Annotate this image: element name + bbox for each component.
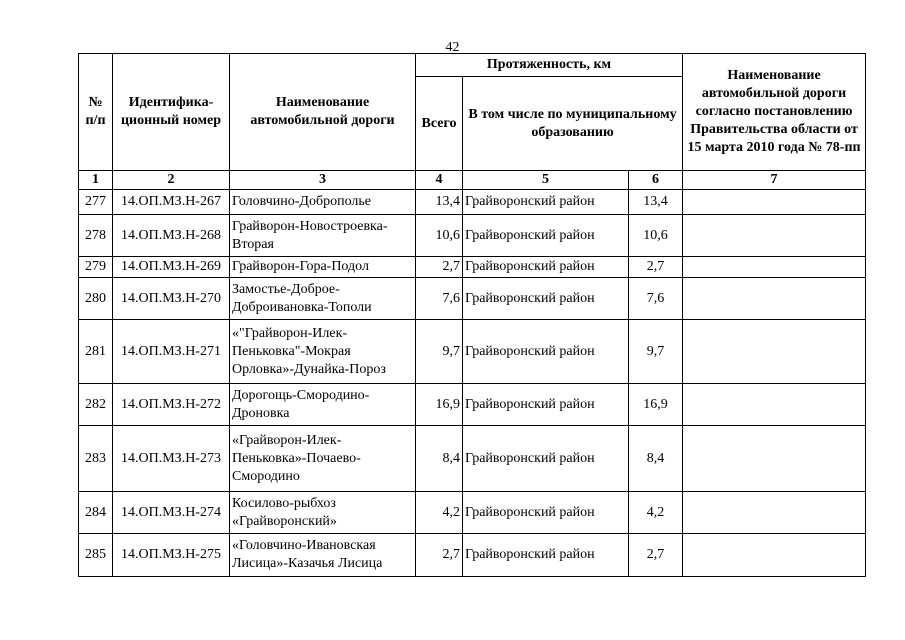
road-name: «Головчино-Ивановская Лисица»-Казачья Лисица <box>230 534 416 577</box>
row-number: 281 <box>79 320 113 384</box>
length-muni: 13,4 <box>629 190 683 215</box>
length-total: 10,6 <box>416 215 463 257</box>
length-muni: 2,7 <box>629 534 683 577</box>
row-number: 282 <box>79 384 113 426</box>
length-muni: 9,7 <box>629 320 683 384</box>
row-number: 283 <box>79 426 113 492</box>
length-total: 13,4 <box>416 190 463 215</box>
district: Грайворонский район <box>463 426 629 492</box>
column-number: 6 <box>629 171 683 190</box>
road-id: 14.ОП.МЗ.Н-269 <box>113 257 230 278</box>
header-incl-muni: В том числе по муниципальному образованию <box>463 77 683 171</box>
resolution-name <box>683 190 866 215</box>
length-muni: 7,6 <box>629 278 683 320</box>
length-total: 9,7 <box>416 320 463 384</box>
district: Грайворонский район <box>463 278 629 320</box>
table-row <box>79 257 866 278</box>
column-number: 4 <box>416 171 463 190</box>
length-total: 16,9 <box>416 384 463 426</box>
length-total: 7,6 <box>416 278 463 320</box>
length-total: 8,4 <box>416 426 463 492</box>
table-row <box>79 215 866 257</box>
row-number: 284 <box>79 492 113 534</box>
column-number: 1 <box>79 171 113 190</box>
length-muni: 8,4 <box>629 426 683 492</box>
table-row <box>79 426 866 492</box>
district: Грайворонский район <box>463 492 629 534</box>
road-id: 14.ОП.МЗ.Н-271 <box>113 320 230 384</box>
length-total: 2,7 <box>416 257 463 278</box>
resolution-name <box>683 534 866 577</box>
road-id: 14.ОП.МЗ.Н-270 <box>113 278 230 320</box>
table-row <box>79 190 866 215</box>
resolution-name <box>683 278 866 320</box>
page-number: 42 <box>445 40 460 55</box>
column-number: 7 <box>683 171 866 190</box>
road-name: Замостье-Доброе-Доброивановка-Тополи <box>230 278 416 320</box>
column-number: 2 <box>113 171 230 190</box>
table-row <box>79 278 866 320</box>
resolution-name <box>683 215 866 257</box>
road-id: 14.ОП.МЗ.Н-274 <box>113 492 230 534</box>
resolution-name <box>683 426 866 492</box>
resolution-name <box>683 384 866 426</box>
length-total: 2,7 <box>416 534 463 577</box>
row-number: 285 <box>79 534 113 577</box>
road-name: Грайворон-Новостроевка-Вторая <box>230 215 416 257</box>
header-length-group: Протяженность, км <box>416 54 683 77</box>
district: Грайворонский район <box>463 257 629 278</box>
row-number: 277 <box>79 190 113 215</box>
road-id: 14.ОП.МЗ.Н-267 <box>113 190 230 215</box>
road-id: 14.ОП.МЗ.Н-273 <box>113 426 230 492</box>
district: Грайворонский район <box>463 384 629 426</box>
length-muni: 2,7 <box>629 257 683 278</box>
length-muni: 4,2 <box>629 492 683 534</box>
length-total: 4,2 <box>416 492 463 534</box>
roads-table <box>78 53 866 577</box>
district: Грайворонский район <box>463 215 629 257</box>
column-number: 5 <box>463 171 629 190</box>
road-name: Головчино-Доброполье <box>230 190 416 215</box>
road-name: «Грайворон-Илек-Пеньковка»-Почаево-Смородино <box>230 426 416 492</box>
header-name: Наименование автомобильной дороги <box>230 54 416 171</box>
resolution-name <box>683 257 866 278</box>
district: Грайворонский район <box>463 534 629 577</box>
row-number: 278 <box>79 215 113 257</box>
district: Грайворонский район <box>463 320 629 384</box>
road-name: Дорогощь-Смородино-Дроновка <box>230 384 416 426</box>
resolution-name <box>683 320 866 384</box>
road-id: 14.ОП.МЗ.Н-268 <box>113 215 230 257</box>
resolution-name <box>683 492 866 534</box>
district: Грайворонский район <box>463 190 629 215</box>
road-name: Косилово-рыбхоз «Грайворонский» <box>230 492 416 534</box>
table-row <box>79 320 866 384</box>
length-muni: 16,9 <box>629 384 683 426</box>
row-number: 280 <box>79 278 113 320</box>
row-number: 279 <box>79 257 113 278</box>
table-row <box>79 534 866 577</box>
table-row <box>79 384 866 426</box>
header-num: № п/п <box>79 54 113 171</box>
header-resolution-name: Наименование автомобильной дороги согласно постановлению Правительства области от 15 марта 2010 года № 78-пп <box>683 54 866 171</box>
road-name: Грайворон-Гора-Подол <box>230 257 416 278</box>
road-id: 14.ОП.МЗ.Н-275 <box>113 534 230 577</box>
length-muni: 10,6 <box>629 215 683 257</box>
road-name: «"Грайворон-Илек-Пеньковка"-Мокрая Орловка»-Дунайка-Пороз <box>230 320 416 384</box>
header-id: Идентифика-ционный номер <box>113 54 230 171</box>
column-number: 3 <box>230 171 416 190</box>
header-total: Всего <box>416 77 463 171</box>
table-row <box>79 492 866 534</box>
road-id: 14.ОП.МЗ.Н-272 <box>113 384 230 426</box>
